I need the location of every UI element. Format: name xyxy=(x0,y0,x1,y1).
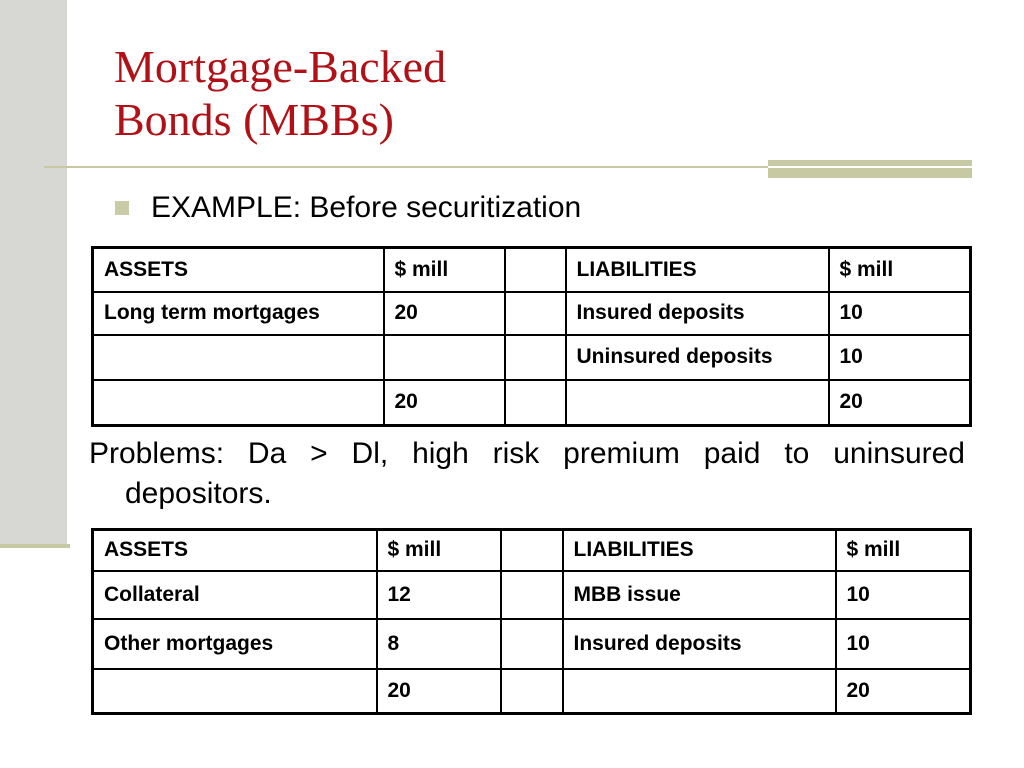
table-cell xyxy=(93,335,384,380)
table-cell: 20 xyxy=(836,669,971,714)
table-cell xyxy=(505,248,566,292)
table-row xyxy=(93,335,971,380)
table-row xyxy=(93,248,971,292)
table-cell: 8 xyxy=(377,619,501,669)
table-cell: Uninsured deposits xyxy=(566,335,829,380)
table-cell: $ mill xyxy=(377,530,501,571)
table-cell: 10 xyxy=(836,571,971,619)
table-cell: 10 xyxy=(836,619,971,669)
table-row xyxy=(93,530,971,571)
table-cell: $ mill xyxy=(384,248,505,292)
table-row xyxy=(93,380,971,426)
square-bullet-icon xyxy=(115,201,129,215)
table-cell: Long term mortgages xyxy=(93,292,384,335)
table-cell xyxy=(501,530,563,571)
table-cell xyxy=(505,380,566,426)
table-cell: $ mill xyxy=(829,248,971,292)
table-cell xyxy=(384,335,505,380)
table-row xyxy=(93,571,971,619)
table-cell xyxy=(505,292,566,335)
slide-title xyxy=(114,40,446,146)
balance-sheet-before xyxy=(91,246,972,427)
table-cell xyxy=(563,669,836,714)
table-cell: LIABILITIES xyxy=(566,248,829,292)
bullet-item xyxy=(115,188,581,228)
table-cell: ASSETS xyxy=(93,248,384,292)
table-cell xyxy=(501,619,563,669)
table-cell: 10 xyxy=(829,292,971,335)
left-decor-bar xyxy=(0,0,67,548)
table-row xyxy=(93,669,971,714)
table-cell: Collateral xyxy=(93,571,377,619)
table-cell xyxy=(93,669,377,714)
table-cell: 20 xyxy=(829,380,971,426)
table-cell: 20 xyxy=(377,669,501,714)
table-cell: LIABILITIES xyxy=(563,530,836,571)
balance-sheet-after xyxy=(91,528,972,715)
problems-text: Problems: Da > Dl, high risk premium paid to uninsured depositors. xyxy=(89,437,965,510)
slide-title-line2: Bonds (MBBs) xyxy=(114,94,394,145)
table-cell: Insured deposits xyxy=(563,619,836,669)
table-cell: 12 xyxy=(377,571,501,619)
bullet-text: EXAMPLE: Before securitization xyxy=(151,191,582,224)
table-cell: 20 xyxy=(384,292,505,335)
table-cell: MBB issue xyxy=(563,571,836,619)
table-cell: ASSETS xyxy=(93,530,377,571)
table-cell xyxy=(505,335,566,380)
left-decor-rule xyxy=(0,544,70,548)
table-cell: Insured deposits xyxy=(566,292,829,335)
table-cell xyxy=(566,380,829,426)
table-row xyxy=(93,619,971,669)
title-divider-accent xyxy=(768,160,972,178)
table-cell: 20 xyxy=(384,380,505,426)
slide-title-line1: Mortgage-Backed xyxy=(114,41,447,92)
table-cell xyxy=(93,380,384,426)
table-cell: $ mill xyxy=(836,530,971,571)
table-row xyxy=(93,292,971,335)
table-cell xyxy=(501,669,563,714)
table-cell: Other mortgages xyxy=(93,619,377,669)
table-cell xyxy=(501,571,563,619)
table-cell: 10 xyxy=(829,335,971,380)
